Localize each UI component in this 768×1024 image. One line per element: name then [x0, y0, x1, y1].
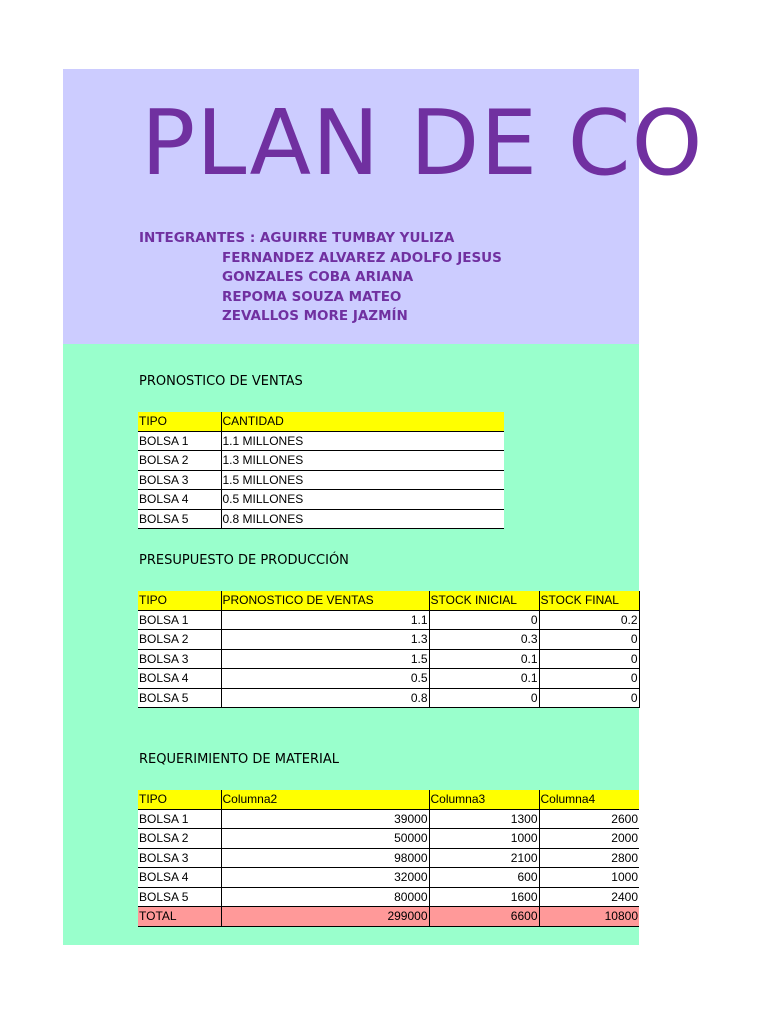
table-cell[interactable]: BOLSA 2: [138, 451, 221, 471]
header-cell[interactable]: TIPO: [138, 591, 221, 610]
table-cell[interactable]: 50000: [221, 829, 429, 849]
table-cell[interactable]: 0.5: [221, 669, 429, 689]
header-cell[interactable]: STOCK INICIAL: [429, 591, 539, 610]
table-cell[interactable]: 1.1: [221, 610, 429, 630]
total-cell[interactable]: 299000: [221, 907, 429, 927]
table-cell[interactable]: BOLSA 3: [138, 470, 221, 490]
header-band: [63, 69, 704, 344]
table-cell[interactable]: BOLSA 5: [138, 509, 221, 529]
table-row: [138, 490, 504, 510]
table-cell[interactable]: 1.3 MILLONES: [221, 451, 504, 471]
member-name: ZEVALLOS MORE JAZMÍN: [222, 308, 408, 324]
table-cell[interactable]: 1.3: [221, 630, 429, 650]
total-cell[interactable]: 6600: [429, 907, 539, 927]
header-cell[interactable]: TIPO: [138, 790, 221, 809]
header-cell[interactable]: Columna2: [221, 790, 429, 809]
table-cell[interactable]: 0.3: [429, 630, 539, 650]
requerimiento-table: [138, 790, 639, 927]
table-cell[interactable]: 600: [429, 868, 539, 888]
table-cell[interactable]: 2800: [539, 848, 639, 868]
table-row: [138, 669, 639, 689]
spreadsheet-page: [63, 69, 704, 945]
presupuesto-table: [138, 591, 640, 708]
table-cell[interactable]: 0: [539, 649, 639, 669]
table-cell[interactable]: BOLSA 5: [138, 887, 221, 907]
table-cell[interactable]: 98000: [221, 848, 429, 868]
table-cell[interactable]: BOLSA 1: [138, 610, 221, 630]
table-cell[interactable]: 0.1: [429, 669, 539, 689]
table-cell[interactable]: BOLSA 4: [138, 490, 221, 510]
table-header-row: [138, 790, 639, 809]
table-cell[interactable]: 2400: [539, 887, 639, 907]
table-cell[interactable]: BOLSA 2: [138, 630, 221, 650]
table-cell[interactable]: BOLSA 4: [138, 868, 221, 888]
section-title-requerimiento: REQUERIMIENTO DE MATERIAL: [139, 752, 339, 767]
table-cell[interactable]: 0: [539, 669, 639, 689]
table-cell[interactable]: 2100: [429, 848, 539, 868]
table-row: [138, 451, 504, 471]
table-row: [138, 610, 639, 630]
table-cell[interactable]: 0.8: [221, 688, 429, 708]
table-cell[interactable]: 1000: [429, 829, 539, 849]
table-cell[interactable]: 0: [429, 610, 539, 630]
page-title: PLAN DE CO: [141, 91, 704, 196]
table-header-row: [138, 591, 639, 610]
header-cell[interactable]: TIPO: [138, 412, 221, 431]
table-row: [138, 630, 639, 650]
total-row: [138, 907, 639, 927]
table-cell[interactable]: BOLSA 5: [138, 688, 221, 708]
table-cell[interactable]: 0: [539, 688, 639, 708]
header-cell[interactable]: Columna4: [539, 790, 639, 809]
table-cell[interactable]: 1000: [539, 868, 639, 888]
table-cell[interactable]: 1.5 MILLONES: [221, 470, 504, 490]
integrantes-label: INTEGRANTES : AGUIRRE TUMBAY YULIZA: [139, 230, 455, 246]
table-row: [138, 470, 504, 490]
section-title-presupuesto: PRESUPUESTO DE PRODUCCIÓN: [139, 553, 349, 568]
table-cell[interactable]: 0: [429, 688, 539, 708]
table-cell[interactable]: 80000: [221, 887, 429, 907]
table-cell[interactable]: 0.2: [539, 610, 639, 630]
table-cell[interactable]: 1.5: [221, 649, 429, 669]
table-cell[interactable]: BOLSA 2: [138, 829, 221, 849]
table-header-row: [138, 412, 504, 431]
table-row: [138, 868, 639, 888]
pronostico-table: [138, 412, 504, 529]
table-cell[interactable]: BOLSA 1: [138, 809, 221, 829]
table-row: [138, 848, 639, 868]
table-cell[interactable]: 1600: [429, 887, 539, 907]
table-cell[interactable]: 0.1: [429, 649, 539, 669]
total-cell[interactable]: TOTAL: [138, 907, 221, 927]
table-cell[interactable]: 32000: [221, 868, 429, 888]
table-row: [138, 509, 504, 529]
table-cell[interactable]: 2000: [539, 829, 639, 849]
table-row: [138, 829, 639, 849]
member-name: GONZALES COBA ARIANA: [222, 269, 414, 285]
team-members: [139, 229, 502, 327]
table-cell[interactable]: BOLSA 1: [138, 431, 221, 451]
table-row: [138, 809, 639, 829]
header-cell[interactable]: STOCK FINAL: [539, 591, 639, 610]
table-cell[interactable]: BOLSA 3: [138, 649, 221, 669]
table-cell[interactable]: 1.1 MILLONES: [221, 431, 504, 451]
table-row: [138, 688, 639, 708]
table-cell[interactable]: 39000: [221, 809, 429, 829]
table-cell[interactable]: 0: [539, 630, 639, 650]
table-row: [138, 887, 639, 907]
header-cell[interactable]: Columna3: [429, 790, 539, 809]
member-name: FERNANDEZ ALVAREZ ADOLFO JESUS: [222, 249, 502, 266]
total-cell[interactable]: 10800: [539, 907, 639, 927]
table-cell[interactable]: BOLSA 3: [138, 848, 221, 868]
table-cell[interactable]: BOLSA 4: [138, 669, 221, 689]
section-title-pronostico: PRONOSTICO DE VENTAS: [139, 374, 303, 389]
table-cell[interactable]: 1300: [429, 809, 539, 829]
header-cell[interactable]: PRONOSTICO DE VENTAS: [221, 591, 429, 610]
table-cell[interactable]: 2600: [539, 809, 639, 829]
table-row: [138, 649, 639, 669]
header-cell[interactable]: CANTIDAD: [221, 412, 504, 431]
table-cell[interactable]: 0.5 MILLONES: [221, 490, 504, 510]
table-cell[interactable]: 0.8 MILLONES: [221, 509, 504, 529]
member-name: REPOMA SOUZA MATEO: [222, 288, 402, 305]
table-row: [138, 431, 504, 451]
